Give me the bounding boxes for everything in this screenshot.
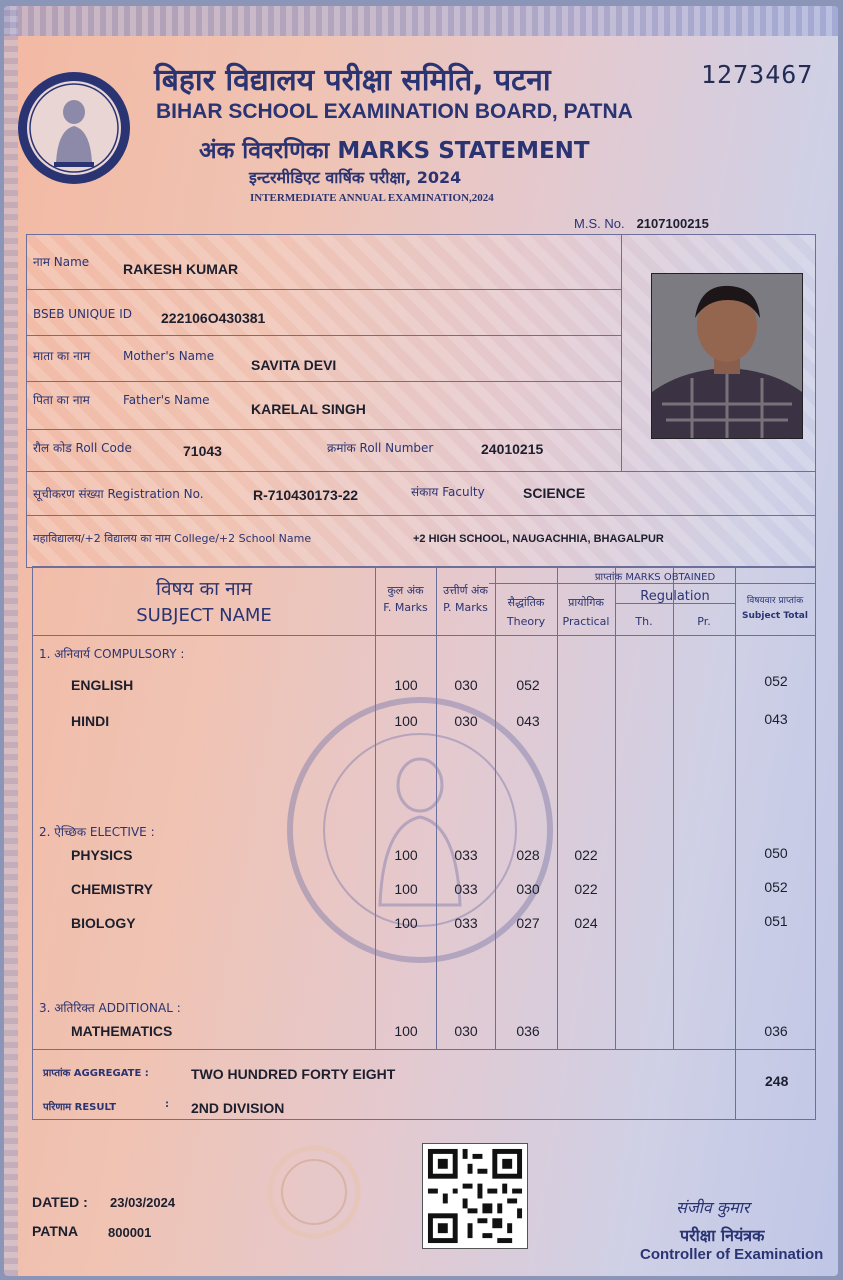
issue-date: 23/03/2024: [110, 1195, 176, 1210]
faculty-label: संकाय Faculty: [411, 485, 485, 499]
subject-name: PHYSICS: [71, 847, 133, 863]
full-marks: 100: [394, 1023, 418, 1039]
pass-marks: 033: [454, 847, 478, 863]
practical-header: Practical: [562, 615, 610, 628]
column-divider: [735, 1049, 736, 1119]
roll-code-value: 71043: [183, 443, 222, 459]
section-compulsory: 1. अनिवार्य COMPULSORY :: [39, 647, 185, 661]
uid-value: 222106O430381: [161, 310, 266, 326]
subject-total: 036: [764, 1023, 788, 1039]
dated-label: DATED :: [32, 1194, 88, 1210]
embossed-seal: [266, 1144, 362, 1240]
theory-marks: 027: [516, 915, 540, 931]
theory-header-hindi: सैद्धांतिक: [507, 596, 545, 609]
practical-marks: 022: [574, 847, 598, 863]
father-name: KARELAL SINGH: [251, 401, 366, 417]
regulation-theory-header: Th.: [635, 615, 653, 628]
column-divider: [673, 567, 674, 1049]
ms-number-label: M.S. No.: [574, 216, 625, 231]
regulation-header: Regulation: [640, 589, 710, 604]
practical-marks: 022: [574, 881, 598, 897]
roll-number-label: क्रमांक Roll Number: [327, 441, 434, 455]
aggregate-label: प्राप्तांक AGGREGATE :: [43, 1068, 149, 1079]
subject-total: 050: [764, 845, 788, 861]
full-marks-header: F. Marks: [383, 601, 428, 614]
result-value: 2ND DIVISION: [191, 1100, 285, 1116]
board-name-english: BIHAR SCHOOL EXAMINATION BOARD, PATNA: [156, 100, 633, 123]
result-label: परिणाम RESULT: [43, 1102, 117, 1113]
pass-marks: 033: [454, 915, 478, 931]
full-marks: 100: [394, 881, 418, 897]
divider: [33, 1049, 815, 1050]
faculty-value: SCIENCE: [523, 485, 586, 501]
divider: [27, 289, 621, 290]
mother-label-hindi: माता का नाम: [33, 349, 91, 363]
subject-total: 052: [764, 879, 788, 895]
theory-marks: 043: [516, 713, 540, 729]
theory-header: Theory: [506, 615, 546, 628]
subject-total: 052: [764, 673, 788, 689]
full-marks: 100: [394, 847, 418, 863]
regulation-practical-header: Pr.: [697, 615, 711, 628]
aggregate-total: 248: [765, 1073, 789, 1089]
subject-total-header-hindi: विषयवार प्राप्तांक: [746, 596, 804, 606]
full-marks: 100: [394, 677, 418, 693]
document-title: अंक विवरणिका MARKS STATEMENT: [199, 138, 590, 164]
pass-marks: 030: [454, 677, 478, 693]
marks-table: [32, 566, 816, 1120]
subject-header-english: SUBJECT NAME: [136, 605, 272, 626]
pin-code: 800001: [108, 1225, 152, 1240]
pass-marks: 030: [454, 1023, 478, 1039]
subject-name: ENGLISH: [71, 677, 134, 693]
full-marks: 100: [394, 713, 418, 729]
divider: [27, 429, 621, 430]
student-photo: [651, 273, 803, 439]
mother-name: SAVITA DEVI: [251, 357, 337, 373]
divider: [27, 471, 815, 472]
pass-marks: 033: [454, 881, 478, 897]
place: PATNA: [32, 1223, 79, 1239]
photo-divider: [621, 235, 622, 471]
controller-title-hindi: परीक्षा नियंत्रक: [680, 1226, 765, 1245]
bseb-seal-logo: [16, 70, 132, 186]
subject-total: 051: [764, 913, 788, 929]
subject-total: 043: [764, 711, 788, 727]
marks-statement-sheet: [4, 6, 838, 1276]
subject-total-header: Subject Total: [742, 611, 808, 621]
registration-label: सूचीकरण संख्या Registration No.: [33, 487, 204, 501]
column-divider: [557, 567, 558, 1049]
controller-title-english: Controller of Examination: [640, 1246, 824, 1263]
roll-code-label: रौल कोड Roll Code: [33, 441, 132, 455]
theory-marks: 052: [516, 677, 540, 693]
pass-marks-header-hindi: उत्तीर्ण अंक: [443, 584, 488, 597]
student-info-panel: [26, 234, 816, 568]
student-name: RAKESH KUMAR: [123, 261, 239, 277]
divider: [27, 381, 621, 382]
exam-name-english: INTERMEDIATE ANNUAL EXAMINATION,2024: [250, 192, 494, 204]
uid-label: BSEB UNIQUE ID: [33, 307, 132, 321]
board-name-hindi: बिहार विद्यालय परीक्षा समिति, पटना: [154, 63, 551, 98]
pass-marks: 030: [454, 713, 478, 729]
subject-name: HINDI: [71, 713, 110, 729]
qr-code-icon: [423, 1144, 527, 1248]
subject-name: BIOLOGY: [71, 915, 136, 931]
qr-code: [422, 1143, 528, 1249]
controller-signature: संजीव कुमार: [676, 1198, 750, 1217]
pass-marks-header: P. Marks: [443, 601, 488, 614]
theory-marks: 036: [516, 1023, 540, 1039]
divider: [27, 335, 621, 336]
mother-label-english: Mother's Name: [123, 349, 215, 363]
subject-header-hindi: विषय का नाम: [156, 578, 252, 600]
exam-name-hindi: इन्टरमीडिएट वार्षिक परीक्षा, 2024: [249, 168, 462, 187]
ms-number-value: 2107100215: [636, 216, 709, 231]
college-name: +2 HIGH SCHOOL, NAUGACHHIA, BHAGALPUR: [413, 533, 664, 545]
ms-number: [574, 216, 709, 231]
column-divider: [735, 567, 736, 1049]
marks-obtained-header: प्राप्तांक MARKS OBTAINED: [594, 572, 716, 583]
aggregate-words: TWO HUNDRED FORTY EIGHT: [191, 1066, 396, 1082]
father-label-english: Father's Name: [123, 393, 210, 407]
student-portrait-image: [652, 274, 802, 438]
divider: [489, 583, 815, 584]
full-marks-header-hindi: कुल अंक: [387, 584, 424, 597]
theory-marks: 030: [516, 881, 540, 897]
result-colon: :: [165, 1099, 169, 1110]
column-divider: [615, 567, 616, 1049]
subject-name: CHEMISTRY: [71, 881, 153, 897]
registration-value: R-710430173-22: [253, 487, 359, 503]
college-label: महाविद्यालय/+2 विद्यालय का नाम College/+2 School Name: [33, 532, 312, 545]
section-elective: 2. ऐच्छिक ELECTIVE :: [39, 825, 155, 839]
father-label-hindi: पिता का नाम: [33, 393, 90, 407]
serial-number: 1273467: [701, 60, 814, 89]
theory-marks: 028: [516, 847, 540, 863]
name-label: नाम Name: [33, 255, 90, 269]
full-marks: 100: [394, 915, 418, 931]
practical-header-hindi: प्रायोगिक: [568, 596, 604, 609]
subject-name: MATHEMATICS: [71, 1023, 173, 1039]
section-additional: 3. अतिरिक्त ADDITIONAL :: [39, 1001, 181, 1015]
divider: [27, 515, 815, 516]
roll-number-value: 24010215: [481, 441, 544, 457]
practical-marks: 024: [574, 915, 598, 931]
